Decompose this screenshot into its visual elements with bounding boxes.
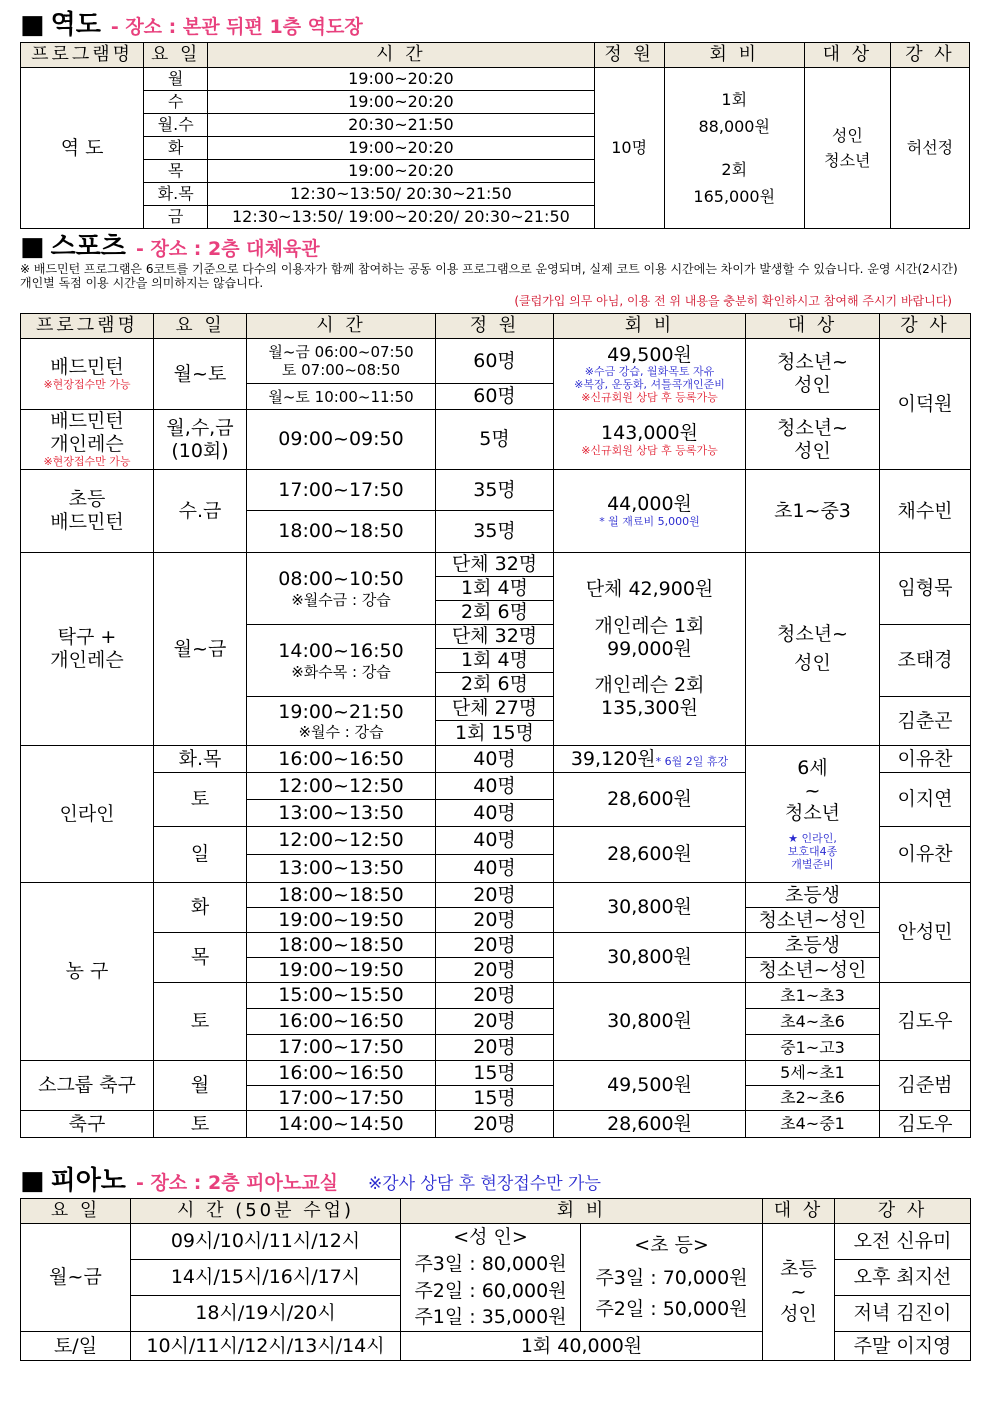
col-fee: 회 비 (554, 314, 746, 339)
piano-time: 09시/10시/11시/12시 (131, 1224, 401, 1260)
basket-sat-cap: 20명 (436, 983, 554, 1009)
piano-instructor: 주말 이지영 (835, 1332, 971, 1361)
tt-target (746, 553, 880, 746)
col-day: 요 일 (21, 1199, 131, 1224)
weight-day: 월.수 (144, 114, 208, 137)
inline-target (746, 746, 880, 883)
badminton-instructor: 이덕원 (880, 339, 971, 470)
piano-target3: 성인 (780, 1303, 817, 1326)
weight-day: 월 (144, 68, 208, 91)
tt-s1-time-value: 08:00~10:50 (278, 568, 404, 591)
piano-instructor: 오후 최지선 (835, 1260, 971, 1296)
tt-s1-instructor: 임형묵 (880, 553, 971, 625)
inline-r1-fee (554, 746, 746, 773)
soccer-time: 14:00~14:50 (247, 1111, 436, 1138)
inline-sat-time: 13:00~13:50 (247, 800, 436, 827)
piano-kid-fee-row: 주3일 : 70,000원 (595, 1267, 748, 1290)
lesson-fee-value: 143,000원 (601, 421, 698, 444)
basket-sat-time: 15:00~15:50 (247, 983, 436, 1009)
tt-s3-cap: 1회 15명 (436, 721, 554, 746)
tt-s1-cap: 1회 4명 (436, 577, 554, 601)
inline-sun-day: 일 (154, 827, 247, 883)
badminton-cap2: 60명 (436, 384, 554, 410)
tt-s3-note: ※월수 : 강습 (298, 723, 384, 742)
basket-thu-cap: 20명 (436, 933, 554, 958)
lesson-fee-note: ※신규회원 상담 후 등록가능 (581, 443, 718, 457)
inline-target-note3: 개별준비 (791, 857, 834, 871)
kids-instructor: 채수빈 (880, 470, 971, 553)
piano-adult-title: <성 인> (453, 1225, 528, 1248)
badminton-name (21, 339, 154, 410)
inline-sun-cap: 40명 (436, 855, 554, 883)
weight-time: 12:30~13:50/ 20:30~21:50 (208, 183, 594, 206)
piano-target2: ~ (790, 1280, 807, 1303)
ssoccer-instructor: 김준범 (880, 1061, 971, 1111)
piano-adult-fee-row: 주1일 : 35,000원 (414, 1306, 567, 1329)
sports-note-club: (클럽가입 의무 아님, 이용 전 위 내용을 충분히 확인하시고 참여해 주시기 바랍니다) (514, 294, 952, 308)
weight-time: 19:00~20:20 (208, 137, 594, 160)
lesson-target (746, 410, 880, 470)
ssoccer-target: 5세~초1 (746, 1061, 880, 1086)
square-icon: ■ (20, 1166, 45, 1196)
tt-s3-time-value: 19:00~21:50 (278, 700, 404, 723)
badminton-target1: 청소년~ (777, 351, 848, 374)
ssoccer-fee: 49,500원 (554, 1061, 746, 1111)
tt-s1-note: ※월수금 : 강습 (291, 590, 391, 609)
basket-sat-target: 초4~초6 (746, 1009, 880, 1035)
tt-fee3a: 개인레슨 2회 (594, 674, 705, 697)
sports-title: 스포츠 (50, 232, 126, 262)
weight-capacity: 10명 (594, 68, 664, 229)
ssoccer-time: 16:00~16:50 (247, 1061, 436, 1086)
basket-tue-target: 초등생 (746, 883, 880, 908)
weight-day: 수 (144, 91, 208, 114)
basket-sat-cap: 20명 (436, 1035, 554, 1061)
basket-tue-target: 청소년~성인 (746, 908, 880, 933)
sports-header-row (21, 314, 971, 339)
weight-time: 19:00~20:20 (208, 91, 594, 114)
inline-sun-cap: 40명 (436, 827, 554, 855)
basket-sat-time: 16:00~16:50 (247, 1009, 436, 1035)
piano-instructor: 저녁 김진이 (835, 1296, 971, 1332)
table-row (21, 746, 971, 773)
weight-title: 역도 (50, 10, 101, 40)
col-instructor: 강 사 (890, 43, 969, 68)
basket-tue-cap: 20명 (436, 908, 554, 933)
weight-day: 화 (144, 137, 208, 160)
col-time: 시 간 (50분 수업) (131, 1199, 401, 1224)
col-time: 시 간 (247, 314, 436, 339)
basket-sat-target: 중1~고3 (746, 1035, 880, 1061)
soccer-cap: 20명 (436, 1111, 554, 1138)
basket-tue-time: 18:00~18:50 (247, 883, 436, 908)
basket-tue-time: 19:00~19:50 (247, 908, 436, 933)
weight-fee2: 165,000원 (693, 187, 776, 207)
soccer-day: 토 (154, 1111, 247, 1138)
piano-kid-fee (581, 1224, 763, 1332)
badminton-sub: ※현장접수만 가능 (43, 378, 131, 392)
col-target: 대 상 (763, 1199, 835, 1224)
col-capacity: 정 원 (436, 314, 554, 339)
lesson-target1: 청소년~ (777, 416, 848, 439)
table-row (21, 553, 971, 577)
ssoccer-cap: 15명 (436, 1061, 554, 1086)
basket-sat-cap: 20명 (436, 1009, 554, 1035)
tt-s2-time (247, 625, 436, 697)
inline-sun-instructor: 이유찬 (880, 827, 971, 883)
piano-time: 14시/15시/16시/17시 (131, 1260, 401, 1296)
weight-day: 목 (144, 160, 208, 183)
weight-location: - 장소 : 본관 뒤편 1층 역도장 (110, 16, 363, 38)
col-program: 프로그램명 (21, 43, 144, 68)
weight-instructor: 허선정 (890, 68, 969, 229)
inline-sun-fee: 28,600원 (554, 827, 746, 883)
tt-s2-cap: 단체 32명 (436, 625, 554, 649)
square-icon: ■ (20, 232, 45, 262)
kids-target: 초1~중3 (746, 470, 880, 553)
col-fee: 회 비 (401, 1199, 763, 1224)
basket-name: 농 구 (21, 883, 154, 1061)
badminton-fee (554, 339, 746, 410)
badminton-cap1: 60명 (436, 339, 554, 384)
lesson-day2: (10회) (171, 439, 229, 462)
col-fee: 회 비 (664, 43, 804, 68)
ssoccer-day: 월 (154, 1061, 247, 1111)
inline-sun-time: 12:00~12:50 (247, 827, 436, 855)
inline-sat-cap: 40명 (436, 773, 554, 800)
lesson-target2: 성인 (794, 439, 831, 462)
weight-day: 화.목 (144, 183, 208, 206)
weight-target (804, 68, 890, 229)
lesson-time: 09:00~09:50 (247, 410, 436, 470)
piano-section (20, 1166, 972, 1361)
tt-name1: 탁구 + (57, 626, 117, 649)
weight-target1: 성인 (831, 125, 863, 145)
inline-r1-fee-note: * 6월 2일 휴강 (655, 754, 729, 768)
piano-table (20, 1198, 971, 1361)
col-target: 대 상 (746, 314, 880, 339)
basket-sat-target: 초1~초3 (746, 983, 880, 1009)
piano-weekend: 토/일 (21, 1332, 131, 1361)
tt-s2-time-value: 14:00~16:50 (278, 640, 404, 663)
badminton-time1 (247, 339, 436, 384)
ssoccer-time: 17:00~17:50 (247, 1086, 436, 1111)
piano-adult-fee-row: 주3일 : 80,000원 (414, 1252, 567, 1275)
badminton-fee-note3: ※신규회원 상담 후 등록가능 (581, 390, 718, 404)
col-day: 요 일 (144, 43, 208, 68)
tt-fee3b: 135,300원 (601, 697, 698, 720)
weight-target2: 청소년 (824, 151, 871, 170)
piano-weekend-fee: 1회 40,000원 (401, 1332, 763, 1361)
weight-time: 19:00~20:20 (208, 160, 594, 183)
tt-target2: 성인 (794, 652, 831, 674)
basket-thu-fee: 30,800원 (554, 933, 746, 983)
kids-fee-note: * 월 재료비 5,000원 (599, 515, 700, 529)
basket-thu-day: 목 (154, 933, 247, 983)
kids-name1: 초등 (68, 488, 106, 511)
basket-sat-instructor: 김도우 (880, 983, 971, 1061)
weight-header (20, 10, 972, 40)
inline-target1: 6세 (797, 756, 828, 779)
table-row (21, 1111, 971, 1138)
lesson-day (154, 410, 247, 470)
piano-title: 피아노 (50, 1166, 126, 1196)
basket-thu-target: 초등생 (746, 933, 880, 958)
weight-section (20, 10, 972, 229)
piano-kid-fee-row: 주2일 : 50,000원 (595, 1297, 748, 1320)
kids-name (21, 470, 154, 553)
sports-header (20, 232, 972, 262)
piano-time: 18시/19시/20시 (131, 1296, 401, 1332)
basket-tue-cap: 20명 (436, 883, 554, 908)
weight-fee (664, 68, 804, 229)
tt-s2-cap: 2회 6명 (436, 673, 554, 697)
lesson-day1: 월,수,금 (166, 416, 234, 439)
badminton-title: 배드민턴 (50, 356, 124, 379)
badminton-fee-note2: ※복장, 운동화, 셔틀콕개인준비 (574, 378, 725, 392)
badminton-fee-note1: ※수금 강습, 월화목토 자유 (584, 365, 715, 379)
kids-time1: 17:00~17:50 (247, 470, 436, 511)
col-target: 대 상 (804, 43, 890, 68)
tt-name2: 개인레슨 (50, 649, 124, 671)
piano-location: - 장소 : 2층 피아노교실 (135, 1172, 338, 1194)
table-row (21, 1224, 971, 1260)
tt-s3-cap: 단체 27명 (436, 697, 554, 721)
ssoccer-target: 초2~초6 (746, 1086, 880, 1111)
piano-weekday: 월~금 (21, 1224, 131, 1332)
basket-sat-day: 토 (154, 983, 247, 1061)
kids-cap1: 35명 (436, 470, 554, 511)
table-row (21, 883, 971, 908)
tt-fee1: 단체 42,900원 (585, 578, 714, 600)
piano-kid-title: <초 등> (634, 1234, 709, 1257)
kids-name2: 배드민턴 (50, 511, 124, 533)
tt-target1: 청소년~ (777, 623, 848, 646)
inline-target-note1: ★ 인라인, (788, 832, 837, 846)
inline-target2: ~ (804, 779, 821, 802)
table-row (21, 68, 970, 91)
tt-s2-note: ※화수목 : 강습 (291, 662, 391, 681)
inline-name: 인라인 (21, 746, 154, 883)
tt-day: 월~금 (154, 553, 247, 746)
inline-sat-day: 토 (154, 773, 247, 827)
table-row (21, 470, 971, 511)
lesson-sub: ※현장접수만 가능 (43, 454, 131, 468)
basket-wk-instructor: 안성민 (880, 883, 971, 983)
piano-header-row (21, 1199, 971, 1224)
kids-day: 수.금 (154, 470, 247, 553)
kids-time2: 18:00~18:50 (247, 511, 436, 553)
weight-fee1-label: 1회 (721, 89, 748, 109)
kids-fee-value: 44,000원 (607, 493, 692, 516)
tt-s3-instructor: 김춘곤 (880, 697, 971, 746)
piano-target (763, 1224, 835, 1361)
weight-fee1: 88,000원 (698, 116, 770, 136)
tt-fee2a: 개인레슨 1회 (594, 614, 705, 637)
tt-s3-time (247, 697, 436, 746)
badminton-time1a: 월~금 06:00~07:50 (268, 343, 414, 361)
inline-sun-time: 13:00~13:50 (247, 855, 436, 883)
basket-tue-fee: 30,800원 (554, 883, 746, 933)
badminton-target2: 성인 (794, 374, 831, 396)
basket-tue-day: 화 (154, 883, 247, 933)
tt-s2-cap: 1회 4명 (436, 649, 554, 673)
basket-sat-time: 17:00~17:50 (247, 1035, 436, 1061)
inline-r1-instructor: 이유찬 (880, 746, 971, 773)
soccer-fee: 28,600원 (554, 1111, 746, 1138)
badminton-fee-value: 49,500원 (607, 343, 692, 366)
badminton-target (746, 339, 880, 410)
tt-s1-cap: 단체 32명 (436, 553, 554, 577)
piano-header (20, 1166, 972, 1196)
soccer-name: 축구 (21, 1111, 154, 1138)
piano-adult-fee (401, 1224, 581, 1332)
basket-thu-time: 19:00~19:50 (247, 958, 436, 983)
inline-r1-time: 16:00~16:50 (247, 746, 436, 773)
col-time: 시 간 (208, 43, 594, 68)
piano-weekend-time: 10시/11시/12시/13시/14시 (131, 1332, 401, 1361)
piano-instructor: 오전 신유미 (835, 1224, 971, 1260)
col-capacity: 정 원 (594, 43, 664, 68)
basket-sat-fee: 30,800원 (554, 983, 746, 1061)
weight-time: 12:30~13:50/ 19:00~20:20/ 20:30~21:50 (208, 206, 594, 229)
inline-r1-fee-value: 39,120원 (570, 747, 656, 770)
kids-fee (554, 470, 746, 553)
badminton-day: 월~토 (154, 339, 247, 410)
inline-sat-time: 12:00~12:50 (247, 773, 436, 800)
inline-target-note2: 보호대4종 (787, 844, 838, 858)
tt-s1-cap: 2회 6명 (436, 601, 554, 625)
weight-time: 19:00~20:20 (208, 68, 594, 91)
tt-fee2b: 99,000원 (607, 637, 692, 660)
weight-time: 20:30~21:50 (208, 114, 594, 137)
inline-r1-day: 화.목 (154, 746, 247, 773)
inline-sat-fee: 28,600원 (554, 773, 746, 827)
piano-adult-fee-row: 주2일 : 60,000원 (414, 1279, 567, 1302)
weight-day: 금 (144, 206, 208, 229)
lesson-cap: 5명 (436, 410, 554, 470)
tt-s1-time (247, 553, 436, 625)
soccer-instructor: 김도우 (880, 1111, 971, 1138)
col-day: 요 일 (154, 314, 247, 339)
table-row (21, 1061, 971, 1086)
sports-table (20, 313, 971, 1138)
kids-cap2: 35명 (436, 511, 554, 553)
tt-s2-instructor: 조태경 (880, 625, 971, 697)
col-instructor: 강 사 (835, 1199, 971, 1224)
sports-note: ※ 배드민턴 프로그램은 6코트를 기준으로 다수의 이용자가 함께 참여하는 공동 이용 프로그램으로 운영되며, 실제 코트 이용 시간에는 차이가 발생할 수 있습니다. 운영 시간(2시간) 개인별 독점 이용 시간을 의미하지는 않습니다. (20, 262, 958, 290)
basket-thu-time: 18:00~18:50 (247, 933, 436, 958)
piano-target1: 초등 (780, 1257, 817, 1280)
piano-note: ※강사 상담 후 현장접수만 가능 (367, 1174, 601, 1194)
inline-r1-cap: 40명 (436, 746, 554, 773)
col-instructor: 강 사 (880, 314, 971, 339)
weight-table (20, 42, 970, 229)
square-icon: ■ (20, 10, 45, 40)
badminton-time2: 월~토 10:00~11:50 (247, 384, 436, 410)
lesson-fee (554, 410, 746, 470)
col-program: 프로그램명 (21, 314, 154, 339)
weight-program: 역 도 (21, 68, 144, 229)
basket-thu-cap: 20명 (436, 958, 554, 983)
inline-sat-instructor: 이지연 (880, 773, 971, 827)
sports-location: - 장소 : 2층 대체육관 (135, 238, 320, 260)
lesson-name1: 배드민턴 (50, 410, 124, 433)
lesson-name2: 개인레슨 (50, 433, 124, 456)
inline-sat-cap: 40명 (436, 800, 554, 827)
weight-header-row (21, 43, 970, 68)
sports-section (20, 232, 972, 1138)
badminton-time1b: 토 07:00~08:50 (281, 361, 401, 379)
lesson-name (21, 410, 154, 470)
tt-fee (554, 553, 746, 746)
tt-name (21, 553, 154, 746)
basket-thu-target: 청소년~성인 (746, 958, 880, 983)
ssoccer-cap: 15명 (436, 1086, 554, 1111)
table-row (21, 410, 971, 470)
table-row (21, 983, 971, 1009)
soccer-target: 초4~중1 (746, 1111, 880, 1138)
ssoccer-name: 소그룹 축구 (21, 1061, 154, 1111)
table-row (21, 339, 971, 384)
table-row (21, 933, 971, 958)
weight-fee2-label: 2회 (721, 160, 748, 179)
inline-target3: 청소년 (784, 802, 841, 825)
